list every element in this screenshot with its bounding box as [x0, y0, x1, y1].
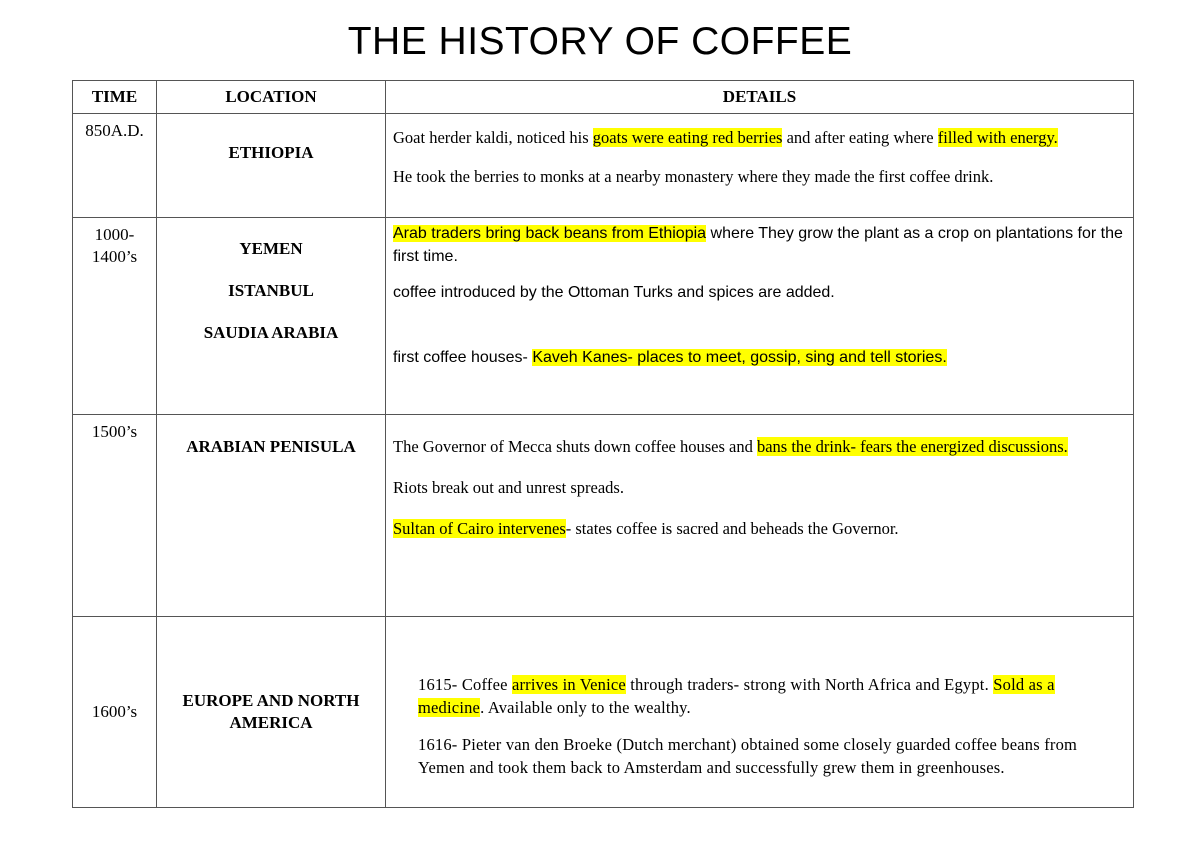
page-title: THE HISTORY OF COFFEE	[347, 20, 853, 63]
column-header-details: DETAILS	[386, 81, 1134, 114]
highlighted-text: Sold as a medicine	[418, 675, 1055, 717]
highlighted-text: bans the drink- fears the energized discussions.	[756, 437, 1068, 456]
coffee-history-table	[72, 80, 1134, 808]
detail-text: and after eating where	[782, 128, 938, 147]
highlighted-text: arrives in Venice	[511, 675, 626, 694]
column-header-time: TIME	[73, 81, 157, 114]
detail-text: Riots break out and unrest spreads.	[393, 478, 624, 497]
time-label: 1600’s	[91, 702, 138, 721]
detail-text: - states coffee is sacred and beheads the Governor.	[565, 519, 899, 538]
details-cell	[386, 415, 1134, 617]
detail-paragraph	[393, 149, 1123, 188]
detail-text: 1616- Pieter van den Broeke (Dutch merchant) obtained some closely guarded coffee beans from Yemen and took them back to Amsterdam and successfully grew them in greenhouses.	[418, 735, 1078, 777]
detail-text: Goat herder kaldi, noticed his	[393, 128, 593, 147]
location-label: ARABIAN PENISULA	[186, 437, 356, 456]
detail-text: The Governor of Mecca shuts down coffee houses and	[393, 437, 757, 456]
detail-text: first coffee houses-	[393, 349, 533, 366]
detail-text: coffee introduced by the Ottoman Turks and spices are added.	[393, 284, 835, 301]
highlighted-text: Sultan of Cairo intervenes	[393, 519, 566, 538]
column-header-location: LOCATION	[157, 81, 386, 114]
detail-paragraph	[393, 268, 1123, 304]
location-line: EUROPE AND NORTH	[182, 691, 360, 710]
detail-text: . Available only to the wealthy.	[480, 698, 691, 717]
table-row	[73, 114, 1134, 218]
time-cell: 850A.D.	[73, 114, 157, 218]
time-line: 1400’s	[91, 247, 138, 266]
detail-paragraph	[393, 114, 1123, 149]
location-label: ISTANBUL	[228, 281, 314, 300]
detail-text: where They grow the plant as a crop on plantations for the first time.	[393, 225, 1123, 265]
details-cell	[386, 114, 1134, 218]
highlighted-text: filled with energy.	[937, 128, 1058, 147]
location-cell	[157, 218, 386, 415]
detail-text: He took the berries to monks at a nearby monastery where they made the first coffee drink.	[393, 167, 994, 186]
time-cell: 1500’s	[73, 415, 157, 617]
location-label: YEMEN	[239, 239, 303, 258]
detail-text: through traders- strong with North Africa and Egypt.	[625, 675, 994, 694]
table-header-row	[73, 81, 1134, 114]
detail-paragraph	[393, 304, 1123, 369]
detail-paragraph	[393, 458, 1123, 499]
details-cell	[386, 617, 1134, 808]
location-line: AMERICA	[229, 713, 313, 732]
highlighted-text: Kaveh Kanes- places to meet, gossip, sing and tell stories.	[532, 349, 947, 366]
detail-paragraph	[393, 415, 1123, 458]
table-row	[73, 415, 1134, 617]
detail-paragraph	[418, 719, 1123, 779]
location-label: SAUDIA ARABIA	[203, 323, 339, 342]
table-row	[73, 218, 1134, 415]
location-cell	[157, 415, 386, 617]
highlighted-text: Arab traders bring back beans from Ethiopia	[393, 225, 707, 242]
highlighted-text: goats were eating red berries	[592, 128, 783, 147]
detail-text: 1615- Coffee	[418, 675, 512, 694]
location-cell	[157, 617, 386, 808]
location-label: ETHIOPIA	[228, 143, 314, 162]
detail-paragraph	[418, 617, 1123, 719]
details-cell	[386, 218, 1134, 415]
time-cell	[73, 617, 157, 808]
location-cell	[157, 114, 386, 218]
detail-paragraph	[393, 499, 1123, 540]
detail-paragraph	[393, 218, 1123, 268]
table-row	[73, 617, 1134, 808]
time-line: 1000-	[94, 225, 135, 244]
time-cell	[73, 218, 157, 415]
